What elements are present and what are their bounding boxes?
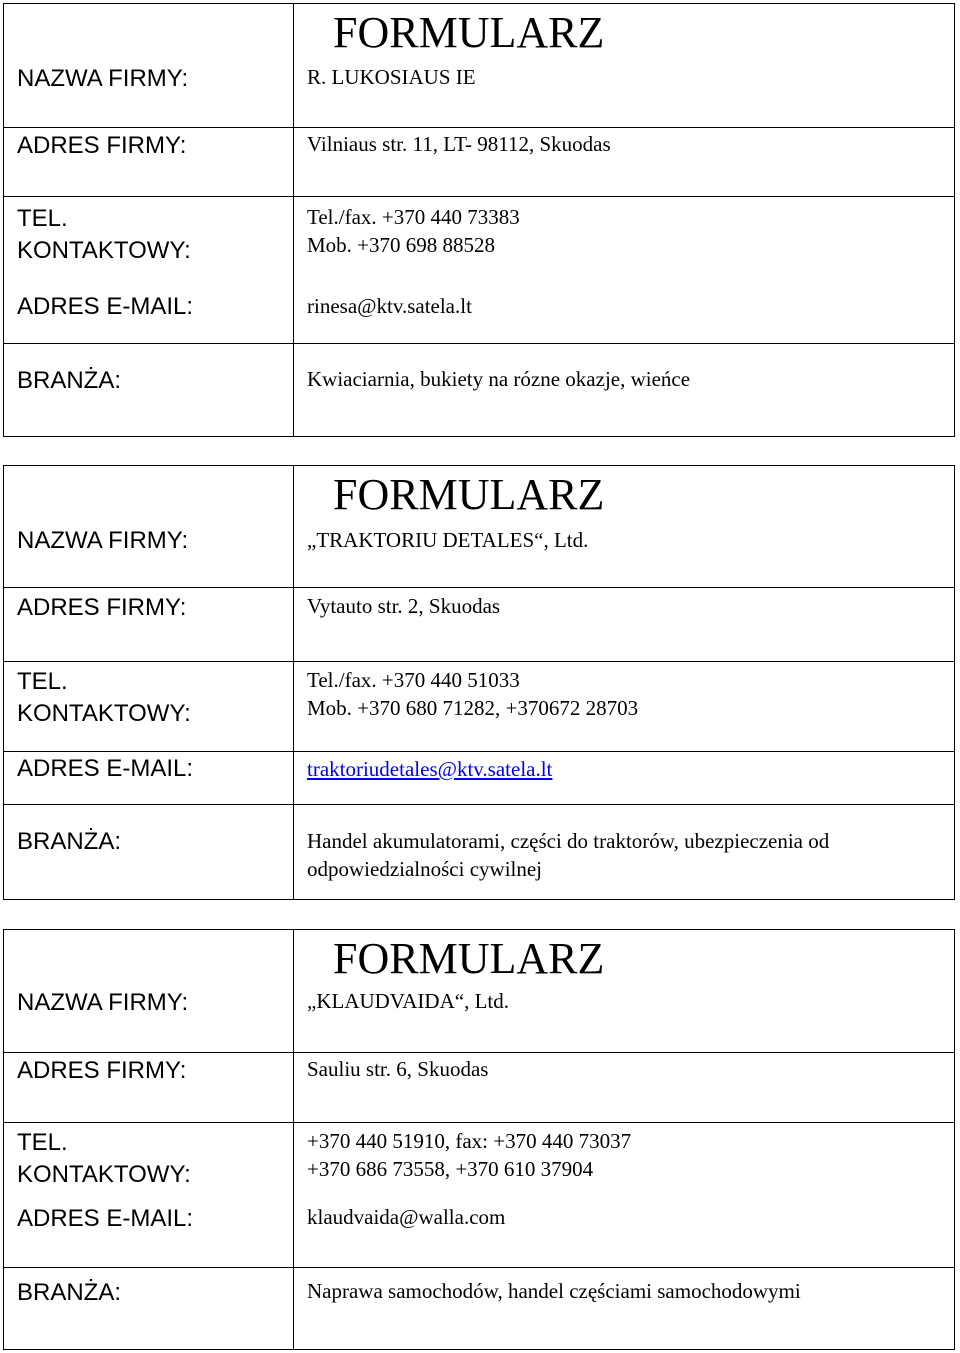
industry-label: BRANŻA: bbox=[17, 1279, 122, 1306]
email-link[interactable]: traktoriudetales@ktv.satela.lt bbox=[307, 757, 553, 781]
phone-value-line-2: +370 686 73558, +370 610 37904 bbox=[307, 1157, 594, 1181]
phone-label-line-1: TEL. bbox=[17, 1129, 68, 1156]
row-divider bbox=[4, 127, 954, 128]
column-divider bbox=[293, 4, 294, 436]
email-value: rinesa@ktv.satela.lt bbox=[307, 294, 472, 318]
row-divider bbox=[4, 1122, 954, 1123]
company-name-value: R. LUKOSIAUS IE bbox=[307, 65, 476, 89]
email-label: ADRES E-MAIL: bbox=[17, 755, 194, 782]
phone-value-line-2: Mob. +370 698 88528 bbox=[307, 233, 496, 257]
industry-value: Handel akumulatorami, części do traktorów, ubezpieczenia od odpowiedzialności cywilnej bbox=[307, 829, 830, 881]
industry-value: Naprawa samochodów, handel częściami samochodowymi bbox=[307, 1279, 801, 1303]
company-address-value: Sauliu str. 6, Skuodas bbox=[307, 1057, 489, 1081]
industry-label: BRANŻA: bbox=[17, 828, 122, 855]
phone-value-line-1: Tel./fax. +370 440 51033 bbox=[307, 668, 520, 692]
phone-label-line-1: TEL. bbox=[17, 205, 68, 232]
form-title: FORMULARZ bbox=[333, 8, 605, 57]
form-title: FORMULARZ bbox=[333, 470, 605, 519]
phone-label-line-1: TEL. bbox=[17, 668, 68, 695]
form-title: FORMULARZ bbox=[333, 934, 605, 983]
company-address-label: ADRES FIRMY: bbox=[17, 594, 187, 621]
row-divider bbox=[4, 661, 954, 662]
industry-label: BRANŻA: bbox=[17, 367, 122, 394]
phone-label-line-2: KONTAKTOWY: bbox=[17, 700, 191, 727]
company-form-3 bbox=[3, 929, 955, 1350]
row-divider bbox=[4, 804, 954, 805]
company-name-label: NAZWA FIRMY: bbox=[17, 989, 189, 1016]
company-form-1 bbox=[3, 3, 955, 437]
row-divider bbox=[4, 1052, 954, 1053]
company-address-label: ADRES FIRMY: bbox=[17, 1057, 187, 1084]
phone-value-line-1: +370 440 51910, fax: +370 440 73037 bbox=[307, 1129, 632, 1153]
company-address-label: ADRES FIRMY: bbox=[17, 132, 187, 159]
company-form-2 bbox=[3, 465, 955, 900]
phone-label-line-2: KONTAKTOWY: bbox=[17, 237, 191, 264]
company-name-label: NAZWA FIRMY: bbox=[17, 65, 189, 92]
email-label: ADRES E-MAIL: bbox=[17, 293, 194, 320]
column-divider bbox=[293, 466, 294, 899]
row-divider bbox=[4, 587, 954, 588]
row-divider bbox=[4, 196, 954, 197]
company-address-value: Vytauto str. 2, Skuodas bbox=[307, 594, 501, 618]
email-value: klaudvaida@walla.com bbox=[307, 1205, 506, 1229]
phone-label-line-2: KONTAKTOWY: bbox=[17, 1161, 191, 1188]
row-divider bbox=[4, 343, 954, 344]
row-divider bbox=[4, 1267, 954, 1268]
company-name-value: „TRAKTORIU DETALES“, Ltd. bbox=[307, 528, 589, 552]
company-address-value: Vilniaus str. 11, LT- 98112, Skuodas bbox=[307, 132, 611, 156]
company-name-label: NAZWA FIRMY: bbox=[17, 527, 189, 554]
column-divider bbox=[293, 930, 294, 1349]
industry-value: Kwiaciarnia, bukiety na rózne okazje, wieńce bbox=[307, 367, 691, 391]
company-name-value: „KLAUDVAIDA“, Ltd. bbox=[307, 989, 509, 1013]
row-divider bbox=[4, 751, 954, 752]
phone-value-line-2: Mob. +370 680 71282, +370672 28703 bbox=[307, 696, 639, 720]
phone-value-line-1: Tel./fax. +370 440 73383 bbox=[307, 205, 520, 229]
email-label: ADRES E-MAIL: bbox=[17, 1205, 194, 1232]
